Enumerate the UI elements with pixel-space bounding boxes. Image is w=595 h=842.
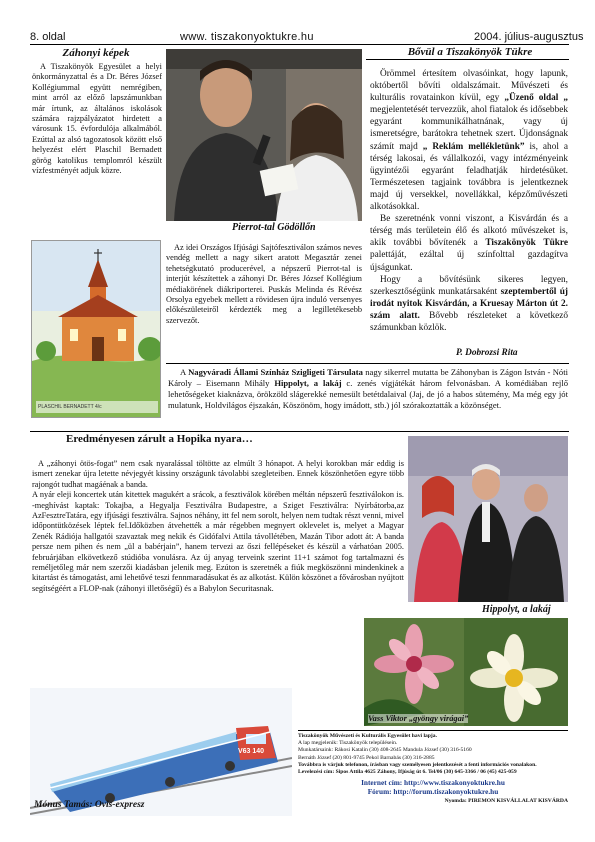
- church-painting: [31, 240, 161, 418]
- left-article-text: A Tiszakönyök Egyesület a helyi önkormányzattal és a Dr. Béres József Kollégiummal együtt nemrégiben, mint arról az előző lapszámunkban már írtunk, az általános iskolások számára rajzpályázatot hirdetett a városunk 15. évfordulója alkalmából. Ezúttal az alsó tagozatosok között első helyezést elért Plaschil Bernadett görög katolikus templomról készült vízfestményét adjuk közre.: [32, 62, 162, 176]
- imprint-line-5: Továbbra is várjuk telefonon, írásban vagy személyesen jelentkezését a fenti információs vonalakon.: [298, 761, 537, 768]
- theatre-company: Nagyváradi Állami Színház Szigligeti Társulata: [188, 367, 363, 377]
- left-article-title: Záhonyi képek: [62, 47, 130, 59]
- printer-line: Nyomda: PIREMON KISVÁLLALAT KISVÁRDA: [444, 798, 568, 805]
- internet-link[interactable]: Internet cím: http://www.tiszakonyoktukre.hu: [361, 778, 505, 788]
- imprint-line-2: A lap megjelenik: Tiszakönyök településein.: [298, 740, 398, 747]
- right-article-text: [370, 68, 568, 334]
- hippolyt-caption: Hippolyt, a lakáj: [482, 604, 551, 615]
- painting-signature: PLASCHIL BERNADETT 4/c: [38, 404, 102, 410]
- site-url[interactable]: www. tiszakonyoktukre.hu: [180, 31, 314, 43]
- flowers-photo: [364, 618, 568, 726]
- theatre-t1: A: [180, 367, 189, 377]
- right-article-rule: [366, 59, 569, 60]
- page-number: 8. oldal: [30, 31, 66, 43]
- pierrot-text: Az idei Országos Ifjúsági Sajtófesztiválon számos neves vendég mellett a nagy sikert aratott Megasztár zenei tehetségkutató producerével, a népszerű Pierrot-tal is interjút készítettek a záhonyi Dr. Béres József Kollégium médiakörének diákriporterei. Puskás Melinda és Révész Orsolya egyebek mellett a rövidesen újra induló versenyes előkészületeiről kérdezték meg a legilletékesebb szervezőt.: [166, 243, 362, 325]
- right-p2-b: Tiszakönyök Tükre: [485, 238, 568, 249]
- imprint-line-6: Levelezési cím: Sipos Attila 4625 Záhony, Ifjúság út 6. Tel/06 (30) 645-3366 / 06 (45) 425-059: [298, 769, 517, 776]
- right-p3-c: Bővebb részleteket a következő számunkban közlök.: [370, 310, 568, 333]
- right-p3-a: Hogy a bővítésünk sikeres legyen, szerkesztőségünk munkatársaként: [370, 274, 568, 297]
- right-p1-a: Örömmel értesítem olvasóinkat, hogy lapunk, októbertől bővíti oldalszámait. Művészeti és kulturális rovatainkon kívül, egy: [370, 69, 568, 104]
- theatre-t3: nagy sikerrel mutatta be Záhonyban is Zágon István - Nóti Károly – Eisemann Mihály: [168, 367, 568, 388]
- right-p1-c: megjelentetését tervezzük, ahol fiatalok és idősebbek egyaránt kommunikálhatnának, vagy új ismeretségre, barátokra tehetnek szert. Újdonságnak számít majd: [370, 105, 568, 152]
- train-number: V63 140: [238, 748, 265, 755]
- train-caption: Mónus Tamás: Ovis-expresz: [34, 800, 145, 810]
- train-picture: [30, 688, 292, 816]
- right-p1-d: „ Reklám mellékletünk”: [422, 141, 525, 152]
- hopika-text: A „záhonyi ötös-fogat” nem csak nyaralással töltötte az elmúlt 3 hónapot. A helyi korokban már eddig is ismert zenekar újra letette névjegyét kissiny országunk távolabbi szegleteiben. Ennek köszönhetően egyre több rajongót tudhat magáénak a banda. A nyár eleji koncertek után kitettek magukért a srácok, a fesztiválok körében méltán népszerű fesztiválokon is. -meghívást kaptak: Tokajba, a Hegyalja Fesztiválra Budapestre, a Sziget Fesztiválra: Nyírbátorba,az AzFesztreTatára, egy ifjúsági fesztiválra. Sajnos néhány, itt fel nem sorolt, helyen nem tudtak részt venni, mivel időpontütközések léptek fel.Időközben átvehették a már régebben megnyert oklevelet is, melyet a Magyar Zenék Rádiója hallgatói szavaztak meg nekik és Gidófalvi Attila távollétében, Mazán Tibor adott át: A banda persze nem pihen és nem „ül a babérjain”, hanem tervezi az őszi fellépéseket és készül a várhatóan 2005. februárjában elkövetkező stúdióba vonulásra. Az új anyag terveink szerint 11+1 számot fog tartalmazni és reméljetőleg már nem szerzői kiadásban jelenik meg. Ezúton is szeretnék a fiúk megköszönni mindenkinek a kitartást és támogatást, ami lehetővé teszi fennmaradásukat és az alkotást. Külön köszönet a fővárosban nyújtott segítségéért a FLOP-nak (záhonyi illetőségű) és a Babylon Securitasnak.: [32, 459, 404, 593]
- issue-date: 2004. július-augusztus: [474, 31, 584, 43]
- right-article-signature: P. Dobrozsi Rita: [456, 348, 518, 358]
- theatre-play: Hippolyt, a lakáj: [274, 378, 342, 388]
- imprint-line-1: Tiszakönyök Művészeti és Kulturális Egyesület havi lapja.: [298, 733, 437, 739]
- pierrot-caption: Pierrot-tal Gödöllőn: [232, 222, 316, 233]
- right-p3-b: szeptembertől új irodát nyitok Kisvárdán, a Kruesay Márton út 2. szám alatt.: [370, 286, 568, 321]
- theatre-t5: c. zenés vígjátékát három felvonásban. A komédiában rejlő lehetőségeket kiaknázva, örökzöld slágerekké nemesült betétdalaival (Jaj, de jó a habos sütemény, Ma még egy jót mulatunk, Holdvilágos éjszakán, Köszönöm, hogy imádott, stb.) jól szórakoztatták a közönséget.: [168, 378, 569, 410]
- theatre-top-rule: [166, 363, 569, 364]
- right-p2-c: palettáját, ezáltal új színfolttal gazdagítva újságunkat.: [370, 250, 568, 273]
- hippolyt-photo: [408, 436, 568, 602]
- forum-link[interactable]: Fórum: http://forum.tiszakonyoktukre.hu: [367, 787, 499, 797]
- hopika-top-rule: [30, 431, 569, 432]
- imprint-line-4: Bernáth József (20) 801-9745 Pekol Barnabás (30) 316-2885: [298, 754, 435, 761]
- flowers-caption: Vass Viktor „gyöngy virágai”: [368, 714, 469, 723]
- theatre-text: [168, 367, 568, 411]
- pierrot-photo: [166, 49, 362, 221]
- imprint-box: [298, 730, 568, 822]
- hopika-title: Eredményesen zárult a Hopika nyara…: [66, 433, 253, 445]
- header-rule: [30, 44, 569, 45]
- right-p1-e: is, ahol a térség lakosai, és vállalkozói, vagy intézményeink ügyintézői egyaránt feladhatják hirdetésüket. Természetesen tagjaink továbbra is jelentkeznek majd új versekkel, novellákkal, képzőművészeti alkotásokkal.: [370, 141, 568, 213]
- right-p2-a: Be szeretnénk vonni viszont, a Kisvárdán és a térség más területein élő és alkotó művészeket is, akik további bővítenék a: [370, 214, 568, 249]
- imprint-line-3: Munkatársaink: Rákosi Katalin (30) 408-2645 Mandula József (30) 316-5160: [298, 747, 472, 754]
- right-p1-b: „Üzenő oldal „: [504, 93, 568, 104]
- right-article-title: Bővül a Tiszakönyök Tükre: [407, 46, 533, 58]
